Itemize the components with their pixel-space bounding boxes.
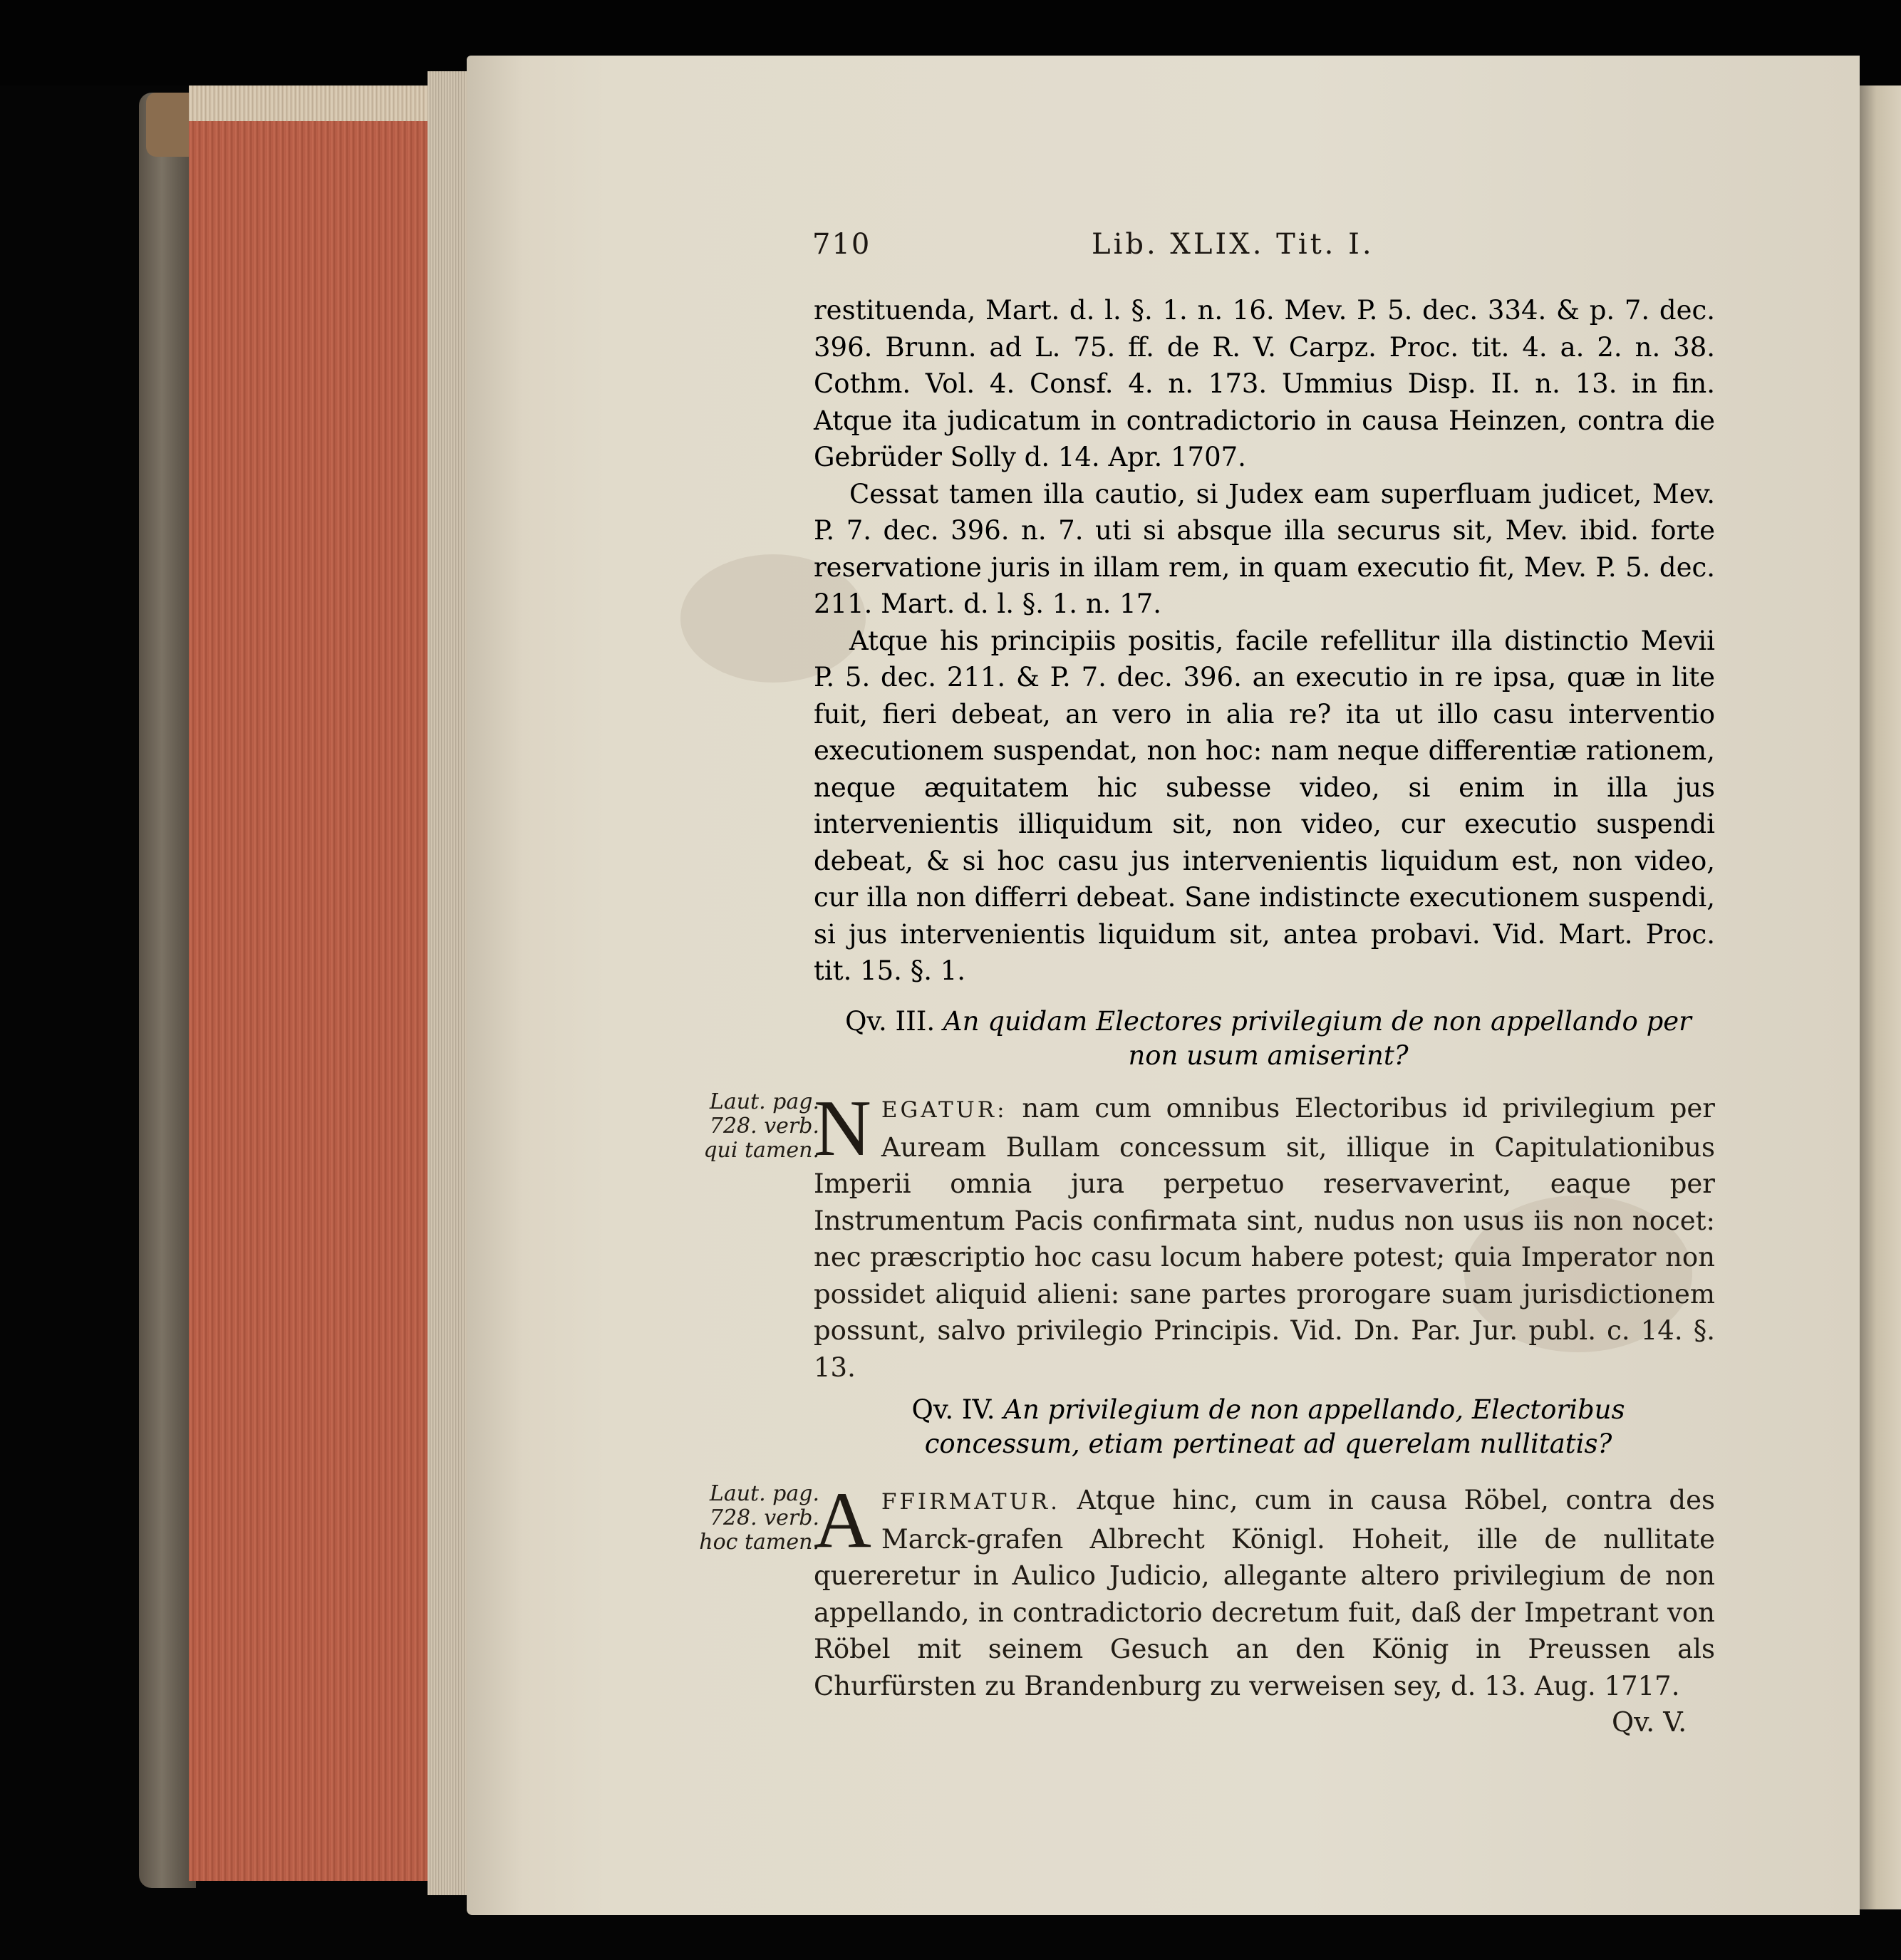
- paragraph-3: Atque his principiis positis, facile refellitur illa distinctio Mevii P. 5. dec. 211. & P. 7. dec. 396. an executio in re ipsa, quæ in lite fuit, fieri debeat, an vero in alia re? ita ut illo casu interventio executionem suspendat, non hoc: nam neque differentiæ rationem, neque æquitatem hic subesse video, si enim in illa jus intervenientis illiquidum sit, non video, cur executio suspendi debeat, & si hoc casu jus intervenientis liquidum est, non video, cur illa non differri debeat. Sane indistincte executionem suspendi, si jus intervenientis liquidum sit, antea probavi. Vid. Mart. Proc. tit. 15. §. 1.: [814, 625, 1715, 986]
- answer-lead: FFIRMATUR.: [881, 1489, 1060, 1515]
- question-4-label: Qv. IV.: [911, 1394, 995, 1425]
- answer-text: Atque hinc, cum in causa Röbel, contra des Marck-grafen Albrecht Königl. Hoheit, ille de nullitate quereretur in Aulico Judicio, allegante altero privilegium de non appellando, in contradictorio decretum fuit, daß der Impetrant von Röbel mit seinem Gesuch an den König in Preussen als Churfürsten zu Brandenburg zu verweisen sey, d. 13. Aug. 1717.: [814, 1485, 1715, 1701]
- page-number: 710: [812, 228, 871, 261]
- question-4-text: An privilegium de non appellando, Electoribus concessum, etiam pertineat ad querelam nullitatis?: [924, 1394, 1625, 1459]
- question-3-answer: [814, 1084, 1715, 1386]
- question-3-heading: [841, 1005, 1696, 1073]
- question-4-answer: [814, 1476, 1715, 1704]
- page-stack: [428, 71, 470, 1895]
- paragraph-1: restituenda, Mart. d. l. §. 1. n. 16. Mev. P. 5. dec. 334. & p. 7. dec. 396. Brunn. ad L. 75. ff. de R. V. Carpz. Proc. tit. 4. a. 2. n. 38. Cothm. Vol. 4. Consf. 4. n. 173. Ummius Disp. II. n. 13. in fin. Atque ita judicatum in contradictorio in causa Heinzen, contra die Gebrüder Solly d. 14. Apr. 1707.: [814, 295, 1715, 472]
- running-title: Lib. XLIX. Tit. I.: [1092, 228, 1374, 261]
- margin-note-q4: Laut. pag. 728. verb. hoc tamen.: [699, 1481, 819, 1555]
- running-header: [812, 228, 1717, 271]
- catchword: Qv. V.: [1612, 1706, 1687, 1738]
- question-3-label: Qv. III.: [845, 1006, 936, 1037]
- paragraph-2: Cessat tamen illa cautio, si Judex eam superfluam judicet, Mev. P. 7. dec. 396. n. 7. uti si absque illa securus sit, Mev. ibid. forte reservatione juris in illam rem, in quam executio fit, Mev. P. 5. dec. 211. Mart. d. l. §. 1. n. 17.: [814, 478, 1715, 619]
- question-4-heading: [841, 1393, 1696, 1461]
- margin-note-q3: Laut. pag. 728. verb. qui tamen.: [703, 1089, 819, 1163]
- dropcap-a: A: [814, 1476, 871, 1565]
- dropcap-n: N: [814, 1084, 871, 1173]
- main-text: [814, 292, 1715, 990]
- book-cover-spine: [139, 93, 196, 1888]
- answer-lead: EGATUR:: [881, 1097, 1008, 1123]
- question-3-text: An quidam Electores privilegium de non appellando per non usum amiserint?: [943, 1006, 1692, 1071]
- answer-text: nam cum omnibus Electoribus id privilegium per Auream Bullam concessum sit, illique in Capitulationibus Imperii omnia jura perpetuo reservaverint, eaque per Instrumentum Pacis confirmata sint, nudus non usus iis non nocet: nec præscriptio hoc casu locum habere potest; quia Imperator non possidet aliquid alieni: sane partes prorogare suam jurisdictionem possunt, salvo privilegio Principis. Vid. Dn. Par. Jur. publ. c. 14. §. 13.: [814, 1093, 1715, 1383]
- facing-page-edge: [1860, 85, 1901, 1909]
- red-page-edges: [189, 121, 435, 1881]
